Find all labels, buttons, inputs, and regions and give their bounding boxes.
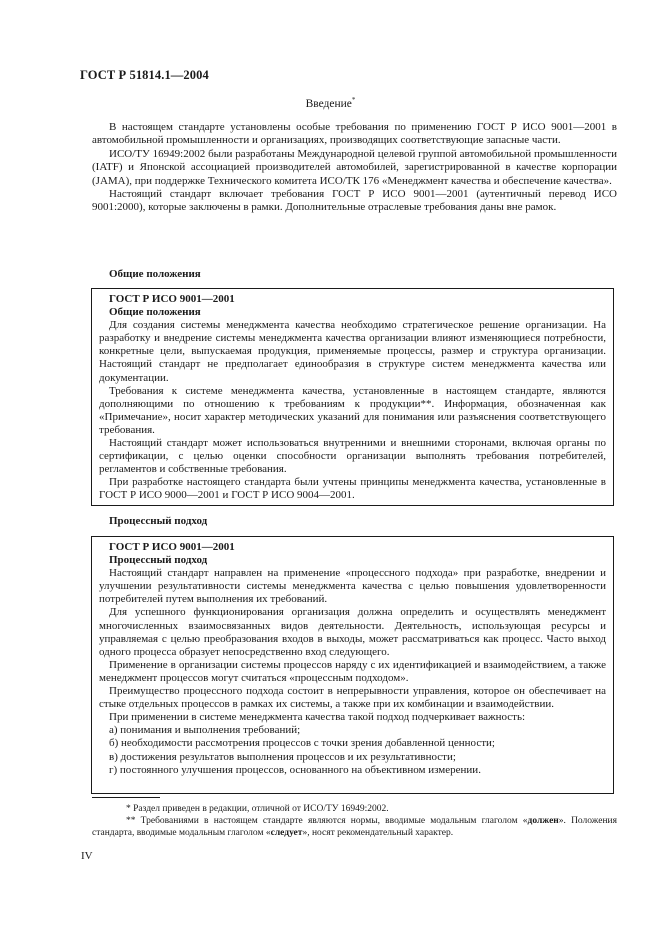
footnote-2-text: ** Требованиями в настоящем стандарте являются нормы, вводимые модальным глаголом « <box>126 816 528 826</box>
box-paragraph: Для успешного функционирования организация должна определить и осуществлять менеджмент многочисленных взаимосвязанных видов деятельности. Деятельность, использующая ресурсы и управляемая с целью преобразования входов в выходы, может рассматриваться как процесс. Часто выход одного процесса образует непосредственно вход следующего. <box>99 606 606 658</box>
section-heading-process: Процессный подход <box>109 515 208 527</box>
list-item: в) достижения результатов выполнения процессов и их результативности; <box>109 750 456 763</box>
box-subtitle: Процессный подход <box>109 554 208 567</box>
footnote-2-keyword: должен <box>527 816 559 826</box>
list-item: г) постоянного улучшения процессов, основанного на объективном измерении. <box>109 763 481 776</box>
intro-paragraph: В настоящем стандарте установлены особые требования по применению ГОСТ Р ИСО 9001—2001 в автомобильной промышленности и организациях, производящих соответствующие запасные части. <box>92 121 617 147</box>
title-text: Введение <box>305 97 352 110</box>
box-title: ГОСТ Р ИСО 9001—2001 <box>109 293 235 305</box>
box-paragraph: При применении в системе менеджмента качества такой подход подчеркивает важность: <box>109 711 526 724</box>
intro-paragraph: ИСО/ТУ 16949:2002 были разработаны Международной целевой группой автомобильной промышленности (IATF) и Японской ассоциацией производителей автомобилей, зарегистрированной в качестве корпорации (JAMA), при поддержке Технического комитета ИСО/ТК 176 «Менеджмент качества и обеспечение качества». <box>92 147 617 187</box>
framed-block-general <box>91 288 614 506</box>
box-paragraph: Преимущество процессного подхода состоит в непрерывности управления, которое он обеспечивает на стыке отдельных процессов в рамках их системы, а также при их комбинации и взаимодействии. <box>99 685 606 711</box>
box-paragraph: Для создания системы менеджмента качества необходимо стратегическое решение организации. На разработку и внедрение системы менеджмента качества организации влияют изменяющиеся потребности, конкретные цели, выпускаемая продукция, применяемые процессы, размер и структура организации. Настоящий стандарт не предполагает единообразия в структуре систем менеджмента качества или документации. <box>99 319 606 384</box>
footnotes <box>92 803 617 839</box>
footnote-2-text: ». Положения стандарта, вводимые модальным глаголом « <box>92 816 618 838</box>
footnote-2-keyword: следует <box>270 828 303 838</box>
framed-block-process <box>91 536 614 794</box>
intro-text <box>92 121 617 215</box>
box-subtitle: Общие положения <box>109 306 201 319</box>
list-item: б) необходимости рассмотрения процессов с точки зрения добавленной ценности; <box>109 737 495 750</box>
footnote-2-text: », носят рекомендательный характер. <box>302 828 454 838</box>
box-paragraph: Требования к системе менеджмента качества, установленные в настоящем стандарте, являются дополняющими по отношению к требованиям к продукции**. Информация, обозначенная как «Примечание», носит характер методических указаний для понимания или разъяснения соответствующего требования. <box>99 384 606 436</box>
box-paragraph: Настоящий стандарт может использоваться внутренними и внешними сторонами, включая органы по сертификации, с целью оценки способности организации выполнять требования потребителей, регламентов и собственные требования. <box>99 437 606 476</box>
section-heading-general: Общие положения <box>109 268 201 280</box>
document-id-header: ГОСТ Р 51814.1—2004 <box>80 68 209 82</box>
box-paragraph: Применение в организации системы процессов наряду с их идентификацией и взаимодействием, а также менеджмент процессов могут считаться «процессным подходом». <box>99 658 606 684</box>
footnote-divider <box>92 797 160 798</box>
footnote-2 <box>92 815 617 839</box>
section-title <box>0 96 661 110</box>
list-item: а) понимания и выполнения требований; <box>109 724 301 737</box>
box-title: ГОСТ Р ИСО 9001—2001 <box>109 541 235 553</box>
box-paragraph: При разработке настоящего стандарта были учтены принципы менеджмента качества, установленные в ГОСТ Р ИСО 9000—2001 и ГОСТ Р ИСО 9004—2001. <box>99 476 606 502</box>
page-number: IV <box>81 850 93 862</box>
footnote-1: * Раздел приведен в редакции, отличной от ИСО/ТУ 16949:2002. <box>126 804 389 814</box>
box-paragraph: Настоящий стандарт направлен на применение «процессного подхода» при разработке, внедрении и улучшении результативности системы менеджмента качества с целью повышения удовлетворенности потребителей путем выполнения их требований. <box>99 567 606 606</box>
intro-paragraph: Настоящий стандарт включает требования ГОСТ Р ИСО 9001—2001 (аутентичный перевод ИСО 9001:2000), которые заключены в рамки. Дополнительные отраслевые требования даны вне рамок. <box>92 188 617 214</box>
title-footnote-mark: * <box>351 96 356 104</box>
